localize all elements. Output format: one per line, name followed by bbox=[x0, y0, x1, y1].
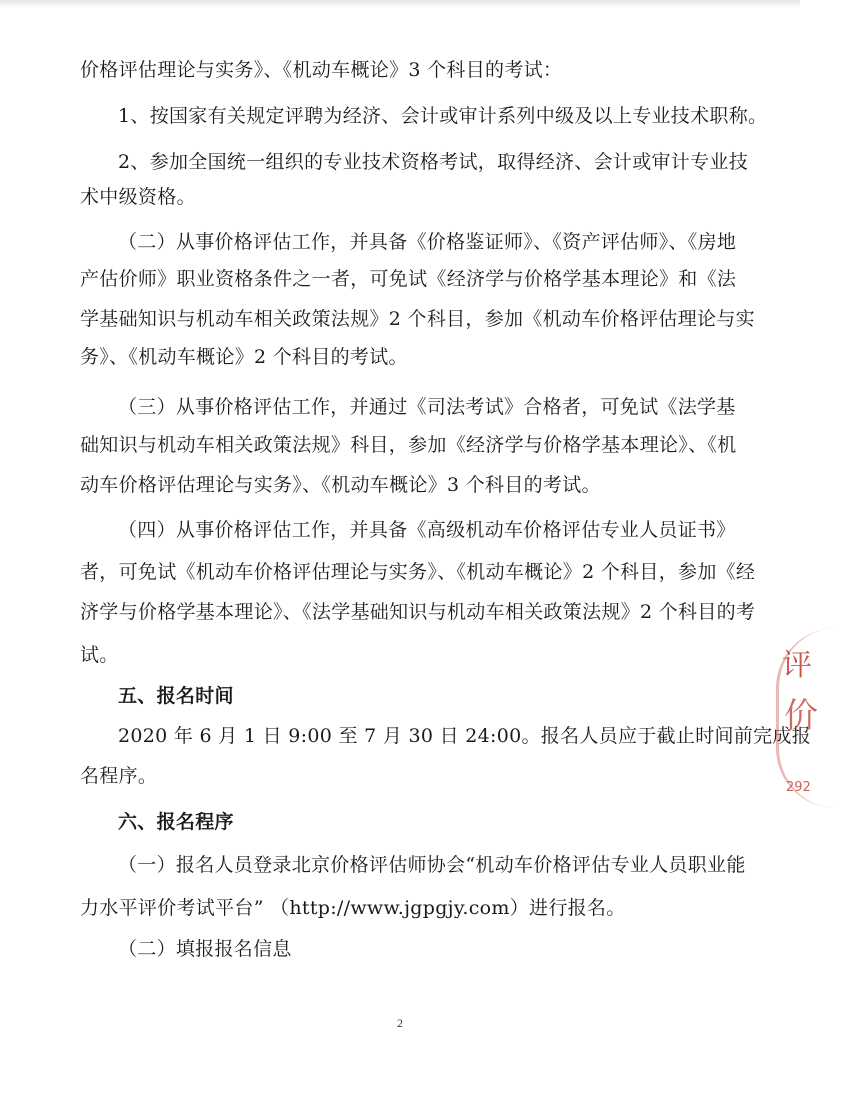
paragraph-line: 产估价师》职业资格条件之一者，可免试《经济学与价格学基本理论》和《法 bbox=[80, 268, 737, 290]
paragraph-line: 术中级资格。 bbox=[80, 186, 196, 208]
paragraph-line: （二）填报报名信息 bbox=[118, 938, 292, 960]
paragraph-line: 者，可免试《机动车价格评估理论与实务》、《机动车概论》2 个科目，参加《经 bbox=[80, 561, 756, 583]
section-heading-registration-procedure: 六、报名程序 bbox=[118, 811, 234, 833]
seal-number: 292 bbox=[786, 780, 811, 795]
paragraph-line: 价格评估理论与实务》、《机动车概论》3 个科目的考试： bbox=[80, 59, 563, 81]
paragraph-line: 试。 bbox=[80, 644, 119, 666]
paragraph-line: 名程序。 bbox=[80, 765, 158, 787]
paragraph-line: 础知识与机动车相关政策法规》科目，参加《经济学与价格学基本理论》、《机 bbox=[80, 434, 737, 456]
paragraph-line: （二）从事价格评估工作，并具备《价格鉴证师》、《资产评估师》、《房地 bbox=[118, 231, 737, 253]
paragraph-line: 1、按国家有关规定评聘为经济、会计或审计系列中级及以上专业技术职称。 bbox=[118, 105, 768, 127]
seal-char-top: 评 bbox=[782, 648, 812, 683]
paragraph-line: 务》、《机动车概论》2 个科目的考试。 bbox=[80, 346, 408, 368]
paragraph-line: 2、参加全国统一组织的专业技术资格考试，取得经济、会计或审计专业技 bbox=[118, 151, 748, 173]
paragraph-line: 2020 年 6 月 1 日 9:00 至 7 月 30 日 24:00。报名人员应于截止时间前完成报 bbox=[118, 725, 811, 747]
page-number: 2 bbox=[397, 1016, 403, 1030]
scan-edge bbox=[0, 0, 800, 8]
section-heading-registration-time: 五、报名时间 bbox=[118, 685, 234, 707]
paragraph-line: 动车价格评估理论与实务》、《机动车概论》3 个科目的考试。 bbox=[80, 474, 601, 496]
red-seal-stamp bbox=[780, 628, 840, 808]
paragraph-line: 济学与价格学基本理论》、《法学基础知识与机动车相关政策法规》2 个科目的考 bbox=[80, 601, 756, 623]
paragraph-line: （三）从事价格评估工作，并通过《司法考试》合格者，可免试《法学基 bbox=[118, 396, 736, 418]
seal-char-mid: 价 bbox=[784, 696, 818, 736]
paragraph-line: （一）报名人员登录北京价格评估师协会“机动车价格评估专业人员职业能 bbox=[118, 854, 746, 876]
paragraph-line: （四）从事价格评估工作，并具备《高级机动车价格评估专业人员证书》 bbox=[118, 519, 736, 541]
paragraph-line: 力水平评价考试平台” （http://www.jgpgjy.com）进行报名。 bbox=[80, 897, 626, 919]
paragraph-line: 学基础知识与机动车相关政策法规》2 个科目，参加《机动车价格评估理论与实 bbox=[80, 308, 755, 330]
